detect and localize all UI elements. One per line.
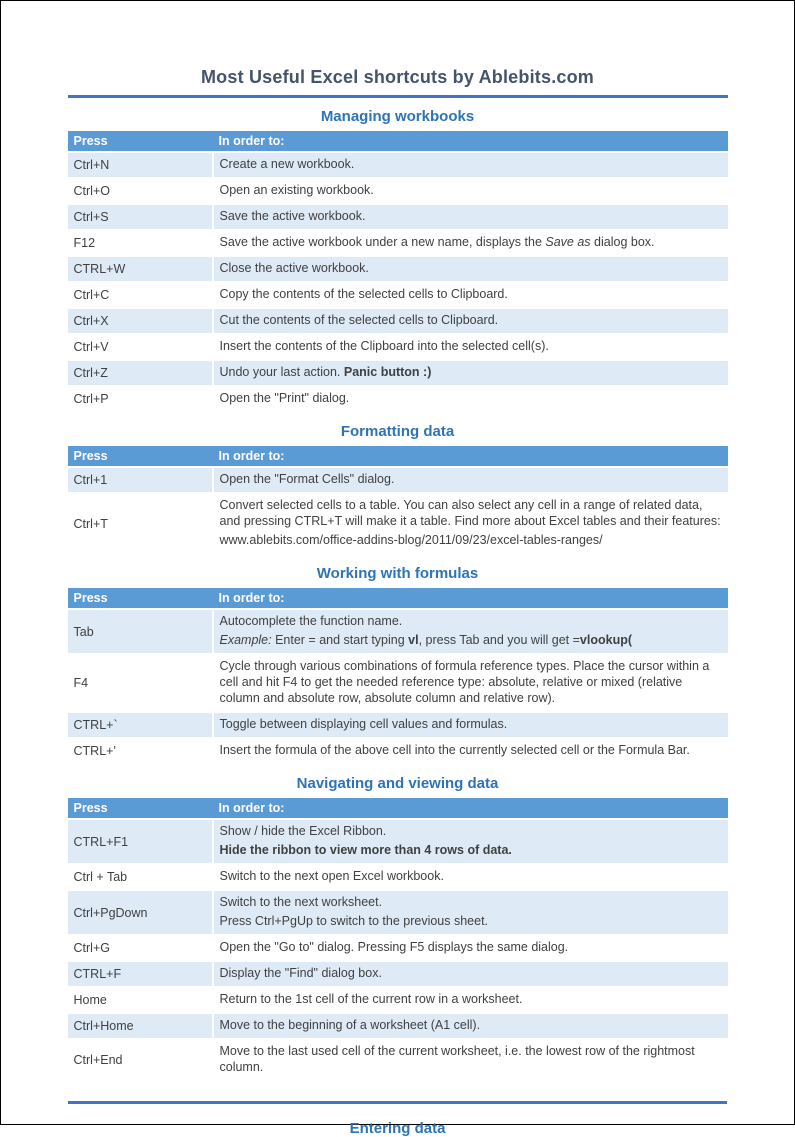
text-segment: Convert selected cells to a table. You can also select any cell in a range of related data, and pressing CTRL+T will make it a table. Find more about Excel tables and their features: (219, 498, 721, 528)
footer-rule (68, 1101, 727, 1104)
description-line (220, 532, 722, 548)
shortcut-key-cell (68, 609, 213, 654)
text-segment: Insert the formula of the above cell into the currently selected cell or the Formula Bar. (219, 743, 690, 757)
shortcut-key-label: CTRL+F (73, 967, 122, 981)
shortcut-key-cell (68, 961, 213, 987)
shortcut-key-cell (68, 204, 213, 230)
shortcut-description-cell (213, 152, 728, 178)
shortcuts-table (68, 798, 728, 1082)
description-line (220, 182, 722, 198)
table-row (68, 467, 728, 493)
shortcut-key-cell (68, 654, 213, 712)
column-header-action: In order to: (213, 798, 728, 819)
text-segment: Open an existing workbook. (219, 183, 374, 197)
shortcut-key-label: Ctrl+P (73, 392, 109, 406)
shortcut-description-cell (213, 819, 728, 864)
table-row (68, 308, 728, 334)
description-line (220, 894, 722, 910)
shortcut-description-cell (213, 890, 728, 935)
table-row (68, 152, 728, 178)
column-header-action: In order to: (213, 588, 728, 609)
table-row (68, 738, 728, 764)
text-segment: Open the "Print" dialog. (219, 391, 350, 405)
table-header-row (68, 588, 728, 609)
text-segment: Switch to the next open Excel workbook. (219, 869, 444, 883)
table-header-row (68, 131, 728, 152)
column-header-press: Press (68, 131, 213, 152)
shortcut-description-cell (213, 467, 728, 493)
shortcut-description-cell (213, 334, 728, 360)
shortcut-description-cell (213, 864, 728, 890)
text-segment: Insert the contents of the Clipboard into the selected cell(s). (219, 339, 549, 353)
shortcuts-table (68, 446, 728, 555)
text-segment: Press Ctrl+PgUp to switch to the previous sheet. (219, 914, 489, 928)
text-segment: Return to the 1st cell of the current row in a worksheet. (219, 992, 523, 1006)
shortcut-description-cell (213, 386, 728, 412)
shortcut-key-label: Ctrl+Home (73, 1019, 134, 1033)
description-line (220, 842, 722, 858)
description-line (220, 286, 722, 302)
sections-container (68, 108, 728, 1137)
shortcut-key-cell (68, 864, 213, 890)
shortcut-description-cell (213, 360, 728, 386)
title-rule (68, 95, 728, 98)
shortcut-key-cell (68, 282, 213, 308)
shortcut-description-cell (213, 282, 728, 308)
shortcut-description-cell (213, 493, 728, 554)
section-heading: Formatting data (340, 423, 455, 440)
text-segment: Toggle between displaying cell values and formulas. (219, 717, 508, 731)
table-row (68, 493, 728, 554)
shortcut-key-label: Ctrl+O (73, 184, 110, 198)
shortcut-description-cell (213, 654, 728, 712)
shortcut-description-cell (213, 961, 728, 987)
shortcut-key-label: Ctrl+PgDown (73, 905, 148, 920)
table-row (68, 961, 728, 987)
table-row (68, 654, 728, 712)
text-segment: Enter = and start typing (271, 633, 409, 647)
shortcut-key-label: Ctrl+X (73, 314, 109, 328)
shortcut-description-cell (213, 987, 728, 1013)
text-segment: Panic button :) (343, 365, 432, 379)
shortcut-description-cell (213, 609, 728, 654)
text-segment: , press Tab and you will get = (418, 633, 580, 647)
shortcut-description-cell (213, 935, 728, 961)
section-heading: Working with formulas (316, 565, 479, 582)
description-line (220, 390, 722, 406)
shortcut-key-label: Ctrl+T (73, 516, 108, 531)
column-header-press: Press (68, 798, 213, 819)
description-line (220, 716, 722, 732)
shortcut-description-cell (213, 712, 728, 738)
section-heading: Navigating and viewing data (296, 775, 499, 792)
description-line (220, 913, 722, 929)
description-line (220, 312, 722, 328)
shortcut-key-label: Home (73, 993, 107, 1007)
description-line (220, 156, 722, 172)
table-row (68, 256, 728, 282)
table-row (68, 178, 728, 204)
description-line (220, 965, 722, 981)
description-line (220, 338, 722, 354)
description-line (220, 632, 722, 648)
shortcut-key-cell (68, 987, 213, 1013)
column-header-action: In order to: (213, 446, 728, 467)
table-row (68, 230, 728, 256)
text-segment: Save the active workbook under a new name, displays the (219, 235, 546, 249)
column-header-press: Press (68, 588, 213, 609)
shortcut-key-cell (68, 334, 213, 360)
text-segment: vlookup( (579, 633, 633, 647)
column-header-press: Press (68, 446, 213, 467)
text-segment: Display the "Find" dialog box. (219, 966, 382, 980)
table-row (68, 1039, 728, 1081)
table-row (68, 334, 728, 360)
description-line (220, 1017, 722, 1033)
shortcut-key-cell (68, 178, 213, 204)
shortcut-key-label: Ctrl+C (73, 288, 110, 302)
text-segment: Hide the ribbon to view more than 4 rows of data. (219, 843, 512, 857)
shortcut-description-cell (213, 204, 728, 230)
text-segment: Copy the contents of the selected cells to Clipboard. (219, 287, 508, 301)
shortcut-key-label: Ctrl+G (73, 941, 110, 955)
shortcut-key-cell (68, 890, 213, 935)
shortcut-key-cell (68, 360, 213, 386)
text-segment: Save as (545, 235, 591, 249)
shortcut-description-cell (213, 230, 728, 256)
text-segment: Open the "Format Cells" dialog. (219, 472, 395, 486)
shortcut-key-label: Ctrl + Tab (73, 870, 128, 884)
shortcut-key-cell (68, 738, 213, 764)
shortcut-key-cell (68, 1039, 213, 1081)
text-segment: Create a new workbook. (219, 157, 355, 171)
table-header-row (68, 446, 728, 467)
text-segment: www.ablebits.com/office-addins-blog/2011/09/23/excel-tables-ranges/ (219, 533, 603, 547)
description-line (220, 471, 722, 487)
description-line (220, 234, 722, 250)
shortcut-key-cell (68, 230, 213, 256)
description-line (220, 208, 722, 224)
shortcuts-table (68, 131, 728, 413)
text-segment: Undo your last action. (219, 365, 344, 379)
shortcut-key-cell (68, 152, 213, 178)
shortcut-key-cell (68, 935, 213, 961)
table-row (68, 609, 728, 654)
shortcut-key-cell (68, 256, 213, 282)
description-line (220, 742, 722, 758)
shortcut-key-cell (68, 712, 213, 738)
shortcut-key-cell (68, 386, 213, 412)
table-row (68, 890, 728, 935)
shortcut-description-cell (213, 256, 728, 282)
text-segment: Open the "Go to" dialog. Pressing F5 displays the same dialog. (219, 940, 569, 954)
description-line (220, 497, 722, 529)
column-header-action: In order to: (213, 131, 728, 152)
shortcut-key-label: Ctrl+End (73, 1053, 123, 1067)
text-segment: Switch to the next worksheet. (219, 895, 383, 909)
table-header-row (68, 798, 728, 819)
shortcut-key-cell (68, 308, 213, 334)
text-segment: Move to the last used cell of the current worksheet, i.e. the lowest row of the rightmost column. (219, 1044, 695, 1074)
description-line (220, 260, 722, 276)
shortcut-description-cell (213, 1013, 728, 1039)
table-row (68, 819, 728, 864)
shortcut-key-label: Ctrl+1 (73, 473, 108, 487)
text-segment: Save the active workbook. (219, 209, 366, 223)
page-title: Most Useful Excel shortcuts by Ablebits.com (200, 67, 595, 87)
shortcut-key-label: CTRL+W (73, 262, 126, 276)
shortcut-key-label: F12 (73, 236, 96, 250)
description-line (220, 939, 722, 955)
text-segment: Cycle through various combinations of formula reference types. Place the cursor within a cell and hit F4 to get the needed reference type: absolute, relative or mixed (relative column and absolute row, absolute column and relative row). (219, 659, 710, 705)
table-row (68, 712, 728, 738)
shortcut-key-label: Ctrl+S (73, 210, 109, 224)
shortcut-key-label: Ctrl+V (73, 340, 109, 354)
description-line (220, 613, 722, 629)
shortcut-key-cell (68, 1013, 213, 1039)
description-line (220, 658, 722, 706)
table-row (68, 1013, 728, 1039)
shortcut-key-cell (68, 819, 213, 864)
description-line (220, 823, 722, 839)
section-heading: Entering data (349, 1120, 446, 1137)
table-row (68, 204, 728, 230)
shortcut-key-label: CTRL+F1 (73, 834, 129, 849)
shortcut-key-label: CTRL+' (73, 744, 116, 758)
table-row (68, 864, 728, 890)
text-segment: Move to the beginning of a worksheet (A1 cell). (219, 1018, 481, 1032)
text-segment: Show / hide the Excel Ribbon. (219, 824, 387, 838)
table-row (68, 935, 728, 961)
shortcut-key-cell (68, 467, 213, 493)
shortcut-description-cell (213, 1039, 728, 1081)
table-row (68, 386, 728, 412)
shortcut-description-cell (213, 738, 728, 764)
description-line (220, 1043, 722, 1075)
shortcut-description-cell (213, 178, 728, 204)
description-line (220, 868, 722, 884)
shortcut-key-label: Ctrl+N (73, 158, 110, 172)
shortcut-description-cell (213, 308, 728, 334)
text-segment: dialog box. (590, 235, 655, 249)
description-line (220, 364, 722, 380)
table-row (68, 360, 728, 386)
table-row (68, 987, 728, 1013)
text-segment: Autocomplete the function name. (219, 614, 403, 628)
shortcut-key-label: CTRL+` (73, 718, 118, 732)
shortcut-key-label: Ctrl+Z (73, 366, 108, 380)
section-heading: Managing workbooks (320, 108, 475, 125)
shortcuts-table (68, 588, 728, 765)
shortcut-key-label: F4 (73, 676, 89, 690)
shortcut-key-label: Tab (73, 624, 94, 639)
text-segment: vl (408, 633, 419, 647)
text-segment: Cut the contents of the selected cells to Clipboard. (219, 313, 499, 327)
text-segment: Close the active workbook. (219, 261, 369, 275)
description-line (220, 991, 722, 1007)
table-row (68, 282, 728, 308)
shortcut-key-cell (68, 493, 213, 554)
text-segment: Example: (219, 633, 272, 647)
